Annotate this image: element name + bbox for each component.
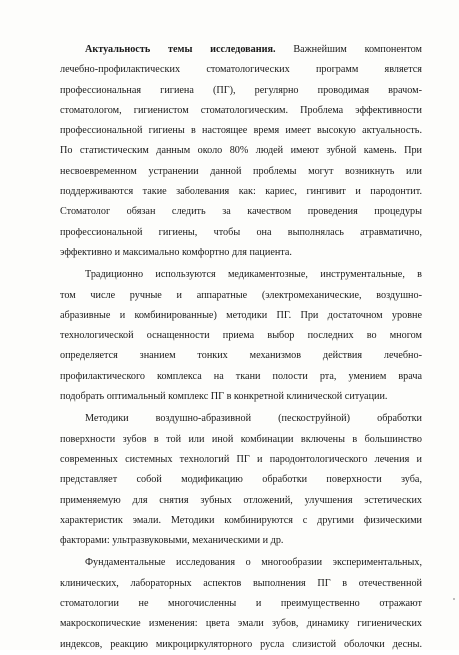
text-line: факторами: ультразвуковыми, механическими и др. <box>60 535 284 547</box>
paragraph <box>60 553 422 654</box>
text-line: профилактического комплекса на ткани полости рта, умением врача <box>60 370 422 382</box>
text-line: Фундаментальные исследования о многообразии экспериментальных, <box>85 557 422 569</box>
text-line: характеристик эмали. Методики комбинируются с другими физическими <box>60 514 422 526</box>
text-line: клинических, лабораторных аспектов выполнения ПГ в отечественной <box>60 577 422 589</box>
text-line: подобрать оптимальный комплекс ПГ в конкретной клинической ситуации. <box>60 391 388 403</box>
text-line: том числе ручные и аппаратные (электромеханические, воздушно- <box>60 289 422 301</box>
text-line: стоматологии не многочисленны и преимущественно отражают <box>60 598 422 610</box>
paragraph <box>60 409 422 551</box>
body-text <box>60 40 422 655</box>
text-line: представляет собой модификацию обработки поверхности зуба, <box>60 474 422 486</box>
text-line: поверхности зубов в той или иной комбинации включены в большинство <box>60 433 422 445</box>
section-heading: Актуальность темы исследования. <box>85 44 276 55</box>
text-line: Методики воздушно-абразивной (пескоструйной) обработки <box>85 413 422 425</box>
text-line: По статистическим данным около 80% людей имеют зубной камень. При <box>60 145 422 157</box>
text-line: профессиональной гигиены, чтобы она выполнялась атравматично, <box>60 226 422 238</box>
text-line: профессиональная гигиена (ПГ), регулярно проводимая врачом- <box>60 84 422 96</box>
text-line: Стоматолог обязан следить за качеством проведения процедуры <box>60 206 422 218</box>
scan-speck <box>453 598 455 600</box>
text-line: несвоевременном устранении данной проблемы могут возникнуть или <box>60 165 422 177</box>
text-line: Традиционно используются медикаментозные, инструментальные, в <box>85 269 422 281</box>
text-line <box>60 40 422 60</box>
text-line: макроскопические изменения: цвета эмали зубов, динамику гигиенических <box>60 618 422 630</box>
paragraph <box>60 40 422 263</box>
text-line: эффективно и максимально комфортно для пациента. <box>60 246 292 258</box>
text-line: технологической оснащенности приема выбор последних во многом <box>60 330 422 342</box>
text-line: применяемую для снятия зубных отложений, улучшения эстетических <box>60 494 422 506</box>
text-run: Важнейшим компонентом <box>275 44 422 55</box>
text-line: индексов, реакцию микроциркуляторного русла слизистой оболочки десны. <box>60 638 422 650</box>
text-line: поддерживаются такие заболевания как: кариес, гингивит и пародонтит. <box>60 186 422 198</box>
text-line: лечебно-профилактических стоматологических программ является <box>60 64 422 76</box>
paragraph <box>60 265 422 407</box>
text-line: профессиональной гигиены в настоящее время имеет высокую актуальность. <box>60 125 422 137</box>
text-line: определяется знанием тонких механизмов действия лечебно- <box>60 350 422 362</box>
text-line: абразивные и комбинированные) методики ПГ. При достаточном уровне <box>60 309 422 321</box>
text-line: стоматологом, гигиенистом стоматологическим. Проблема эффективности <box>60 104 422 116</box>
text-line: современных системных технологий ПГ и пародонтологического лечения и <box>60 453 422 465</box>
